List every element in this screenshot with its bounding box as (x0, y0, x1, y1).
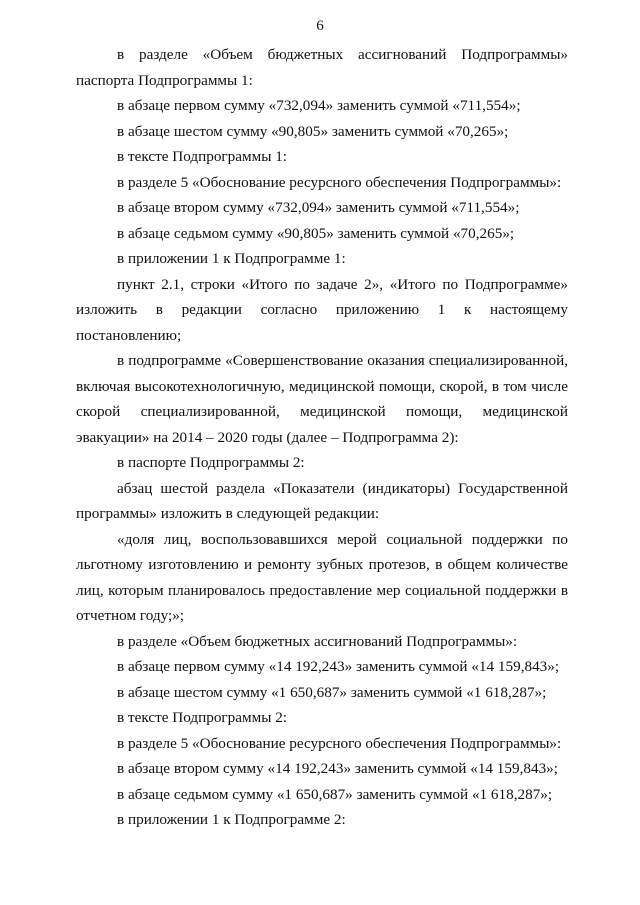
paragraph-19: в абзаце втором сумму «14 192,243» заменить суммой «14 159,843»; (117, 760, 558, 777)
paragraph-9: пункт 2.1, строки «Итого по задаче 2», «Итого по Подпрограмме» изложить в редакции согласно приложению 1 к настоящему постановлению; (76, 275, 568, 344)
paragraph-3: в абзаце шестом сумму «90,805» заменить суммой «70,265»; (117, 122, 509, 140)
paragraph-6: в абзаце втором сумму «732,094» заменить суммой «711,554»; (117, 199, 520, 216)
paragraph-21: в приложении 1 к Подпрограмме 2: (117, 811, 346, 828)
paragraph-16: в абзаце шестом сумму «1 650,687» заменить суммой «1 618,287»; (117, 683, 547, 701)
paragraph-10: в подпрограмме «Совершенствование оказания специализированной, включая высокотехнологичную, медицинской помощи, скорой, в том числе скорой специализированной, медицинской помощи, медицинской эвакуации» на 2014 – 2020 годы (далее – Подпрограмма 2): (76, 352, 568, 446)
paragraph-4: в тексте Подпрограммы 1: (117, 148, 288, 165)
paragraph-1: в разделе «Объем бюджетных ассигнований Подпрограммы» паспорта Подпрограммы 1: (76, 46, 568, 89)
paragraph-5: в разделе 5 «Обоснование ресурсного обеспечения Подпрограммы»: (117, 173, 562, 191)
paragraph-11: в паспорте Подпрограммы 2: (117, 454, 305, 471)
paragraph-17: в тексте Подпрограммы 2: (117, 709, 288, 726)
document-body (76, 42, 568, 833)
paragraph-20: в абзаце седьмом сумму «1 650,687» заменить суммой «1 618,287»; (117, 785, 553, 803)
paragraph-12: абзац шестой раздела «Показатели (индикаторы) Государственной программы» изложить в следующей редакции: (76, 479, 568, 522)
page-number: 6 (316, 18, 324, 34)
paragraph-7: в абзаце седьмом сумму «90,805» заменить суммой «70,265»; (117, 224, 515, 242)
paragraph-8: в приложении 1 к Подпрограмме 1: (117, 250, 346, 267)
paragraph-2: в абзаце первом сумму «732,094» заменить суммой «711,554»; (117, 97, 521, 114)
paragraph-18: в разделе 5 «Обоснование ресурсного обеспечения Подпрограммы»: (117, 734, 562, 752)
paragraph-14: в разделе «Объем бюджетных ассигнований Подпрограммы»: (117, 632, 518, 650)
paragraph-15: в абзаце первом сумму «14 192,243» заменить суммой «14 159,843»; (117, 658, 560, 675)
paragraph-13: «доля лиц, воспользовавшихся мерой социальной поддержки по льготному изготовлению и ремонту зубных протезов, в общем количестве лиц, которым планировалось предоставление мер социальной поддержки в отчетном году;»; (76, 530, 568, 624)
